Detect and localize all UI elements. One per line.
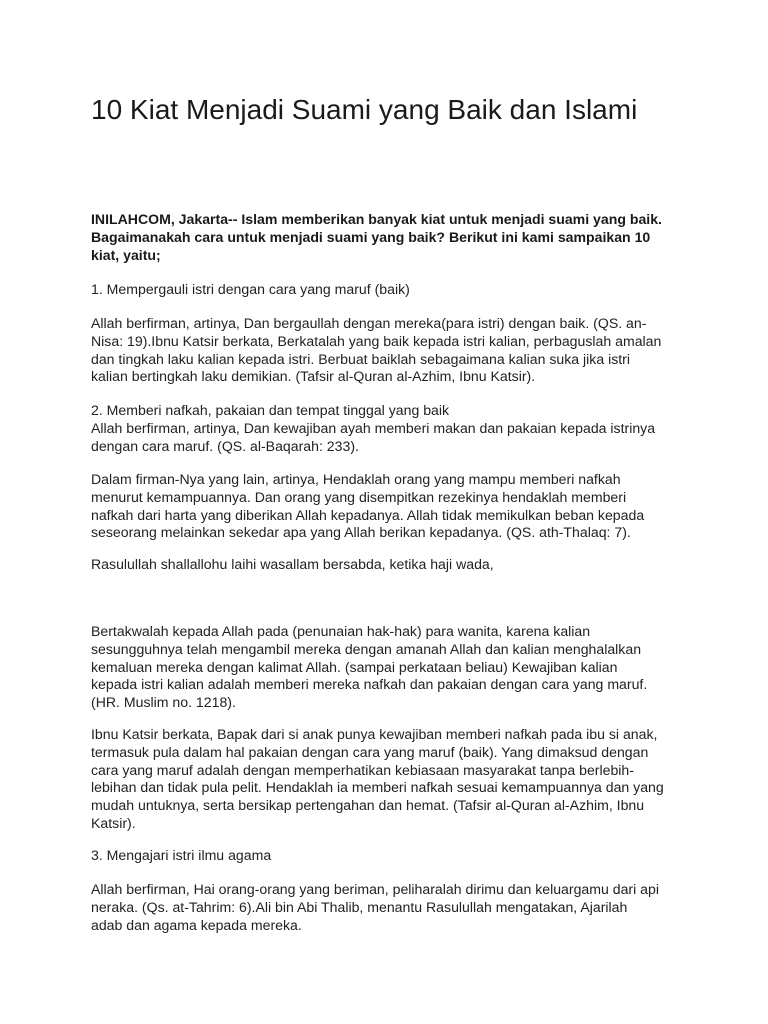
- section-heading-3: 3. Mengajari istri ilmu agama: [91, 847, 272, 863]
- paragraph: Allah berfirman, Hai orang-orang yang beriman, peliharalah dirimu dan keluargamu dari api neraka. (Qs. at-Tahrim: 6).Ali bin Abi Thalib, menantu Rasulullah mengatakan, Ajarilah adab dan agama kepada mereka.: [91, 881, 659, 933]
- article-title: 10 Kiat Menjadi Suami yang Baik dan Islami: [91, 94, 638, 125]
- paragraph: Ibnu Katsir berkata, Bapak dari si anak punya kewajiban memberi nafkah pada ibu si anak, termasuk pula dalam hal pakaian dengan cara yang maruf (baik). Yang dimaksud dengan cara yang maruf adalah dengan memperhatikan kebiasaan masyarakat tanpa berlebih- lebihan dan tidak pula pelit. Hendaklah ia memberi nafkah sesuai kemampuannya dan yang mudah untuknya, serta bersikap pertengahan dan hemat. (Tafsir al-Quran al-Azhim, Ibnu Katsir).: [91, 726, 664, 831]
- quote-paragraph: Bertakwalah kepada Allah pada (penunaian hak-hak) para wanita, karena kalian sesungguhnya telah mengambil mereka dengan amanah Allah dan kalian menghalalkan kemaluan mereka dengan kalimat Allah. (sampai perkataan beliau) Kewajiban kalian kepada istri kalian adalah memberi mereka nafkah dan pakaian dengan cara yang maruf. (HR. Muslim no. 1218).: [91, 623, 648, 711]
- section-heading-1: 1. Mempergauli istri dengan cara yang maruf (baik): [91, 281, 410, 297]
- paragraph: Rasulullah shallallohu laihi wasallam bersabda, ketika haji wada,: [91, 556, 494, 572]
- paragraph: Dalam firman-Nya yang lain, artinya, Hendaklah orang yang mampu memberi nafkah menurut kemampuannya. Dan orang yang disempitkan rezekinya hendaklah memberi nafkah dari harta yang diberikan Allah kepadanya. Allah tidak memikulkan beban kepada seseorang melainkan sekedar apa yang Allah berikan kepadanya. (QS. ath-Thalaq: 7).: [91, 471, 645, 541]
- article-lead: INILAHCOM, Jakarta-- Islam memberikan banyak kiat untuk menjadi suami yang baik. Bagaimanakah cara untuk menjadi suami yang baik? Berikut ini kami sampaikan 10 kiat, yaitu;: [91, 211, 662, 263]
- paragraph: 2. Memberi nafkah, pakaian dan tempat tinggal yang baik Allah berfirman, artinya, Dan kewajiban ayah memberi makan dan pakaian kepada istrinya dengan cara maruf. (QS. al-Baqarah: 233).: [91, 402, 656, 454]
- paragraph: Allah berfirman, artinya, Dan bergaullah dengan mereka(para istri) dengan baik. (QS. an- Nisa: 19).Ibnu Katsir berkata, Berkatalah yang baik kepada istri kalian, perbaguslah amalan dan tingkah laku kalian kepada istri. Berbuat baiklah sebagaimana kalian suka jika istri kalian bertingkah laku demikian. (Tafsir al-Quran al-Azhim, Ibnu Katsir).: [91, 315, 662, 385]
